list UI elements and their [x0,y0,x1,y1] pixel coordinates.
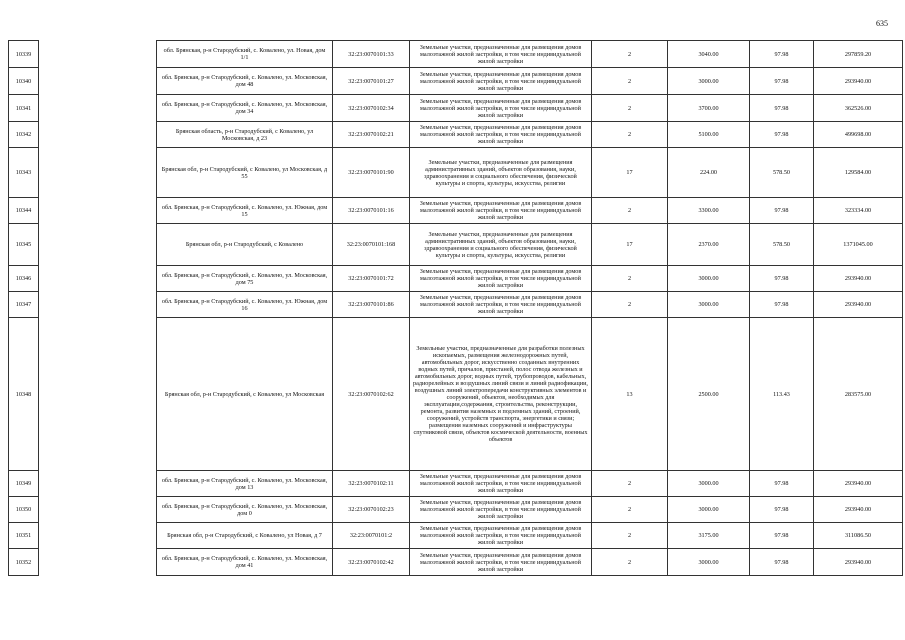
area-cell: 3000.00 [668,266,750,292]
cadastral-value-cell: 297859.20 [814,41,903,68]
area-cell: 3000.00 [668,471,750,497]
use-group-cell: 13 [592,318,668,471]
area-cell: 3000.00 [668,68,750,95]
specific-value-cell: 97.98 [750,122,814,148]
row-gap [39,68,157,95]
use-group-cell: 2 [592,497,668,523]
land-use-cell: Земельные участки, предназначенные для размещения домов малоэтажной жилой застройки, в том числе индивидуальной жилой застройки [410,523,592,549]
row-number: 10350 [9,497,39,523]
specific-value-cell: 97.98 [750,68,814,95]
row-gap [39,549,157,576]
cadastral-value-cell: 293940.00 [814,549,903,576]
cadastral-value-table [8,40,903,576]
row-number: 10342 [9,122,39,148]
address-cell: обл. Брянская, р-н Стародубский, с. Коваленo, ул. Южная, дом 16 [157,292,333,318]
land-use-cell: Земельные участки, предназначенные для размещения домов малоэтажной жилой застройки, в том числе индивидуальной жилой застройки [410,122,592,148]
cadastral-value-cell: 362526.00 [814,95,903,122]
cadastral-value-cell: 293940.00 [814,471,903,497]
row-gap [39,266,157,292]
cadastral-value-cell: 293940.00 [814,497,903,523]
use-group-cell: 2 [592,523,668,549]
area-cell: 2370.00 [668,224,750,266]
cadastral-number-cell: 32:23:0070101:168 [333,224,410,266]
table-row [9,122,903,148]
table-row [9,292,903,318]
table-row [9,224,903,266]
cadastral-value-cell: 311086.50 [814,523,903,549]
row-number: 10352 [9,549,39,576]
row-number: 10341 [9,95,39,122]
row-number: 10340 [9,68,39,95]
use-group-cell: 2 [592,549,668,576]
cadastral-number-cell: 32:23:0070101:72 [333,266,410,292]
land-use-cell: Земельные участки, предназначенные для размещения домов малоэтажной жилой застройки, в том числе индивидуальной жилой застройки [410,497,592,523]
table-row [9,497,903,523]
row-gap [39,497,157,523]
area-cell: 3040.00 [668,41,750,68]
row-number: 10349 [9,471,39,497]
use-group-cell: 2 [592,122,668,148]
table-row [9,198,903,224]
table-row [9,318,903,471]
row-number: 10348 [9,318,39,471]
row-gap [39,198,157,224]
use-group-cell: 2 [592,471,668,497]
land-use-cell: Земельные участки, предназначенные для размещения административных зданий, объектов образования, науки, здравоохранения и социального обеспечения, физической культуры и спорта, культуры, искусства, религии [410,224,592,266]
row-number: 10351 [9,523,39,549]
row-number: 10339 [9,41,39,68]
cadastral-value-cell: 283575.00 [814,318,903,471]
land-use-cell: Земельные участки, предназначенные для размещения домов малоэтажной жилой застройки, в том числе индивидуальной жилой застройки [410,266,592,292]
use-group-cell: 2 [592,266,668,292]
specific-value-cell: 578.50 [750,224,814,266]
use-group-cell: 2 [592,292,668,318]
cadastral-number-cell: 32:23:0070101:16 [333,198,410,224]
cadastral-number-cell: 32:23:0070101:86 [333,292,410,318]
cadastral-number-cell: 32:23:0070102:23 [333,497,410,523]
use-group-cell: 2 [592,68,668,95]
row-gap [39,224,157,266]
address-cell: обл. Брянская, р-н Стародубский, с. Коваленo, ул. Южная, дом 15 [157,198,333,224]
table-row [9,41,903,68]
row-gap [39,148,157,198]
land-use-cell: Земельные участки, предназначенные для размещения домов малоэтажной жилой застройки, в том числе индивидуальной жилой застройки [410,198,592,224]
cadastral-number-cell: 32:23:0070101:2 [333,523,410,549]
cadastral-value-cell: 293940.00 [814,292,903,318]
cadastral-value-cell: 293940.00 [814,68,903,95]
cadastral-number-cell: 32:23:0070102:62 [333,318,410,471]
land-use-cell: Земельные участки, предназначенные для разработки полезных ископаемых, размещения железнодорожных путей, автомобильных дорог, искусственно созданных внутренних водных путей, причалов, пристаней, полос отвода железных и автомобильных дорог, водных путей, трубопроводов, кабельных, радиорелейных и воздушных линий связи и линий радиофикации, воздушных линий электропередачи конструктивных элементов и сооружений, объектов, необходимых для эксплуатации,содержания, строительства, реконструкции, ремонта, развития наземных и подземных зданий, строений, сооружений, устройств транспорта, энергетики и связи; размещения наземных сооружений и инфраструктуры спутниковой связи, объектов космической деятельности, военных объектов [410,318,592,471]
cadastral-number-cell: 32:23:0070102:21 [333,122,410,148]
address-cell: обл. Брянская, р-н Стародубский, с. Коваленo, ул. Московская, дом 13 [157,471,333,497]
specific-value-cell: 97.98 [750,292,814,318]
area-cell: 224.00 [668,148,750,198]
specific-value-cell: 97.98 [750,497,814,523]
specific-value-cell: 578.50 [750,148,814,198]
address-cell: обл. Брянская, р-н Стародубский, с. Коваленo, ул. Московская, дом 0 [157,497,333,523]
land-use-cell: Земельные участки, предназначенные для размещения домов малоэтажной жилой застройки, в том числе индивидуальной жилой застройки [410,41,592,68]
land-use-cell: Земельные участки, предназначенные для размещения административных зданий, объектов образования, науки, здравоохранения и социального обеспечения, физической культуры и спорта, культуры, искусства, религии [410,148,592,198]
land-use-cell: Земельные участки, предназначенные для размещения домов малоэтажной жилой застройки, в том числе индивидуальной жилой застройки [410,471,592,497]
address-cell: обл. Брянская, р-н Стародубский, с. Коваленo, ул. Московская, дом 34 [157,95,333,122]
table-row [9,549,903,576]
specific-value-cell: 97.98 [750,95,814,122]
use-group-cell: 2 [592,198,668,224]
area-cell: 2500.00 [668,318,750,471]
table-body [9,41,903,576]
cadastral-number-cell: 32:23:0070101:27 [333,68,410,95]
specific-value-cell: 97.98 [750,41,814,68]
area-cell: 3700.00 [668,95,750,122]
cadastral-value-cell: 323334.00 [814,198,903,224]
table-row [9,95,903,122]
address-cell: обл. Брянская, р-н Стародубский, с. Коваленo, ул. Московская, дом 48 [157,68,333,95]
cadastral-number-cell: 32:23:0070102:42 [333,549,410,576]
specific-value-cell: 97.98 [750,549,814,576]
specific-value-cell: 97.98 [750,523,814,549]
table-row [9,68,903,95]
page-number: 635 [876,19,888,28]
area-cell: 3000.00 [668,497,750,523]
cadastral-value-cell: 293940.00 [814,266,903,292]
cadastral-number-cell: 32:23:0070102:11 [333,471,410,497]
address-cell: Брянская обл, р-н Стародубский, с Коваленo, ул Московская, д 55 [157,148,333,198]
use-group-cell: 17 [592,224,668,266]
address-cell: Брянская обл, р-н Стародубский, с Коваленo [157,224,333,266]
area-cell: 3175.00 [668,523,750,549]
land-use-cell: Земельные участки, предназначенные для размещения домов малоэтажной жилой застройки, в том числе индивидуальной жилой застройки [410,95,592,122]
land-use-cell: Земельные участки, предназначенные для размещения домов малоэтажной жилой застройки, в том числе индивидуальной жилой застройки [410,68,592,95]
area-cell: 3300.00 [668,198,750,224]
row-gap [39,292,157,318]
table-row [9,148,903,198]
row-gap [39,318,157,471]
cadastral-number-cell: 32:23:0070101:33 [333,41,410,68]
row-number: 10347 [9,292,39,318]
land-use-cell: Земельные участки, предназначенные для размещения домов малоэтажной жилой застройки, в том числе индивидуальной жилой застройки [410,549,592,576]
address-cell: Брянская обл, р-н Стародубский, с Коваленo, ул Московская [157,318,333,471]
row-gap [39,41,157,68]
address-cell: Брянская область, р-н Стародубский, с Коваленo, ул Московская, д 23 [157,122,333,148]
table-row [9,266,903,292]
row-gap [39,523,157,549]
cadastral-value-cell: 129584.00 [814,148,903,198]
use-group-cell: 2 [592,41,668,68]
cadastral-value-cell: 499698.00 [814,122,903,148]
specific-value-cell: 97.98 [750,266,814,292]
row-number: 10346 [9,266,39,292]
specific-value-cell: 97.98 [750,198,814,224]
specific-value-cell: 97.98 [750,471,814,497]
use-group-cell: 2 [592,95,668,122]
use-group-cell: 17 [592,148,668,198]
address-cell: обл. Брянская, р-н Стародубский, с. Коваленo, ул. Новая, дом 1/1 [157,41,333,68]
row-number: 10343 [9,148,39,198]
row-number: 10344 [9,198,39,224]
address-cell: обл. Брянская, р-н Стародубский, с. Коваленo, ул. Московская, дом 41 [157,549,333,576]
table-row [9,471,903,497]
cadastral-number-cell: 32:23:0070102:34 [333,95,410,122]
area-cell: 3000.00 [668,292,750,318]
table-row [9,523,903,549]
row-gap [39,95,157,122]
land-use-cell: Земельные участки, предназначенные для размещения домов малоэтажной жилой застройки, в том числе индивидуальной жилой застройки [410,292,592,318]
row-number: 10345 [9,224,39,266]
cadastral-value-cell: 1371045.00 [814,224,903,266]
address-cell: обл. Брянская, р-н Стародубский, с. Коваленo, ул. Московская, дом 75 [157,266,333,292]
area-cell: 5100.00 [668,122,750,148]
cadastral-number-cell: 32:23:0070101:90 [333,148,410,198]
area-cell: 3000.00 [668,549,750,576]
row-gap [39,471,157,497]
address-cell: Брянская обл, р-н Стародубский, с Коваленo, ул Новая, д 7 [157,523,333,549]
row-gap [39,122,157,148]
specific-value-cell: 113.43 [750,318,814,471]
